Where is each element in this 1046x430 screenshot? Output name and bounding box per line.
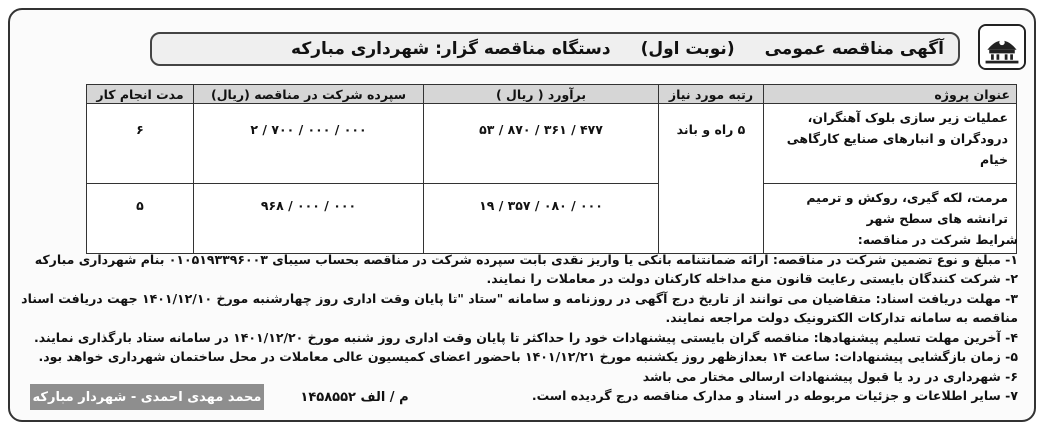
estimate-value: ۴۷۷ / ۳۶۱ / ۸۷۰ / ۵۳ — [424, 104, 659, 184]
notice-serial: م / الف ۱۴۵۸۵۵۲ — [300, 389, 409, 405]
column-header-rank: رتبه مورد نیاز — [659, 85, 764, 104]
conditions-heading: شرایط شرکت در مناقصه: — [857, 232, 1018, 247]
condition-item: ۱- مبلغ و نوع تضمین شرکت در مناقصه: ارائه ضمانتنامه بانکی یا واریز نقدی بابت سپرده شرکت در مناقصه بحساب سیبای ۰۱۰۵۱۹۳۳۹۶۰۰۳ بنام شهرداری مبارکه — [34, 251, 1018, 267]
project-title: عملیات زیر سازی بلوک آهنگران، درودگران و انبارهای صنایع کارگاهی خیام — [764, 104, 1017, 184]
municipality-emblem-icon — [980, 26, 1024, 68]
table-header-row — [87, 85, 1017, 104]
column-header-deposit: سپرده شرکت در مناقصه (ریال) — [194, 85, 424, 104]
condition-item: ۵- زمان بازگشایی پیشنهادات: ساعت ۱۴ بعدازظهر روز یکشنبه مورخ ۱۴۰۱/۱۲/۲۱ باحضور اعضای کمیسیون عالی معاملات در محل ساختمان شهرداری خواهد بود. — [38, 349, 1018, 364]
column-header-project-title: عنوان پروژه — [764, 85, 1017, 104]
deposit-value: ۰۰۰ / ۰۰۰ / ۷۰۰ / ۲ — [194, 104, 424, 184]
notice-title: آگهی مناقصه عمومی — [764, 39, 944, 59]
mayor-signature: محمد مهدی احمدی - شهردار مبارکه — [30, 384, 264, 410]
deposit-value: ۰۰۰ / ۰۰۰ / ۹۶۸ — [194, 184, 424, 254]
condition-item: ۴- آخرین مهلت تسلیم پیشنهادها: مناقصه گران بایستی پیشنهادات خود را حداکثر تا پایان وقت اداری روز شنبه مورخ ۱۴۰۱/۱۲/۲۰ در سامانه ستاد بارگذاری نمایند. — [34, 329, 1018, 345]
logo — [978, 24, 1026, 70]
tender-authority: دستگاه مناقصه گزار: شهرداری مبارکه — [291, 39, 611, 59]
duration-value: ۶ — [87, 104, 194, 184]
condition-item: ۷- سایر اطلاعات و جزئیات مربوطه در اسناد و مدارک مناقصه درج گردیده است. — [531, 388, 1018, 403]
tender-table — [86, 84, 1017, 254]
duration-value: ۵ — [87, 184, 194, 254]
condition-item: ۲- شرکت کنندگان بایستی رعایت قانون منع مداخله کارکنان دولت در معاملات را نمایند. — [486, 271, 1018, 286]
column-header-estimate: برآورد ( ریال ) — [424, 85, 659, 104]
project-title: مرمت، لکه گیری، روکش و ترمیم ترانشه های سطح شهر — [764, 184, 1017, 254]
column-header-duration: مدت انجام کار — [87, 85, 194, 104]
conditions-section — [18, 230, 1018, 406]
condition-item: ۳- مهلت دریافت اسناد: متقاضیان می توانند از تاریخ درج آگهی در روزنامه و سامانه "ستاد "تا پایان وقت اداری روز چهارشنبه مورخ ۱۴۰۱/۱۲/۱۰ جهت دریافت اسناد مناقصه به سامانه تدارکات الکترونیک دولت مراجعه نمایند. — [21, 290, 1018, 325]
estimate-value: ۰۰۰ / ۰۸۰ / ۳۵۷ / ۱۹ — [424, 184, 659, 254]
condition-item: ۶- شهرداری در رد یا قبول پیشنهادات ارسالی مختار می باشد — [642, 368, 1018, 384]
notice-round: (نوبت اول) — [640, 39, 735, 59]
table-row — [87, 104, 1017, 184]
required-rank: ۵ راه و باند — [659, 104, 764, 254]
header-bar — [150, 32, 960, 66]
